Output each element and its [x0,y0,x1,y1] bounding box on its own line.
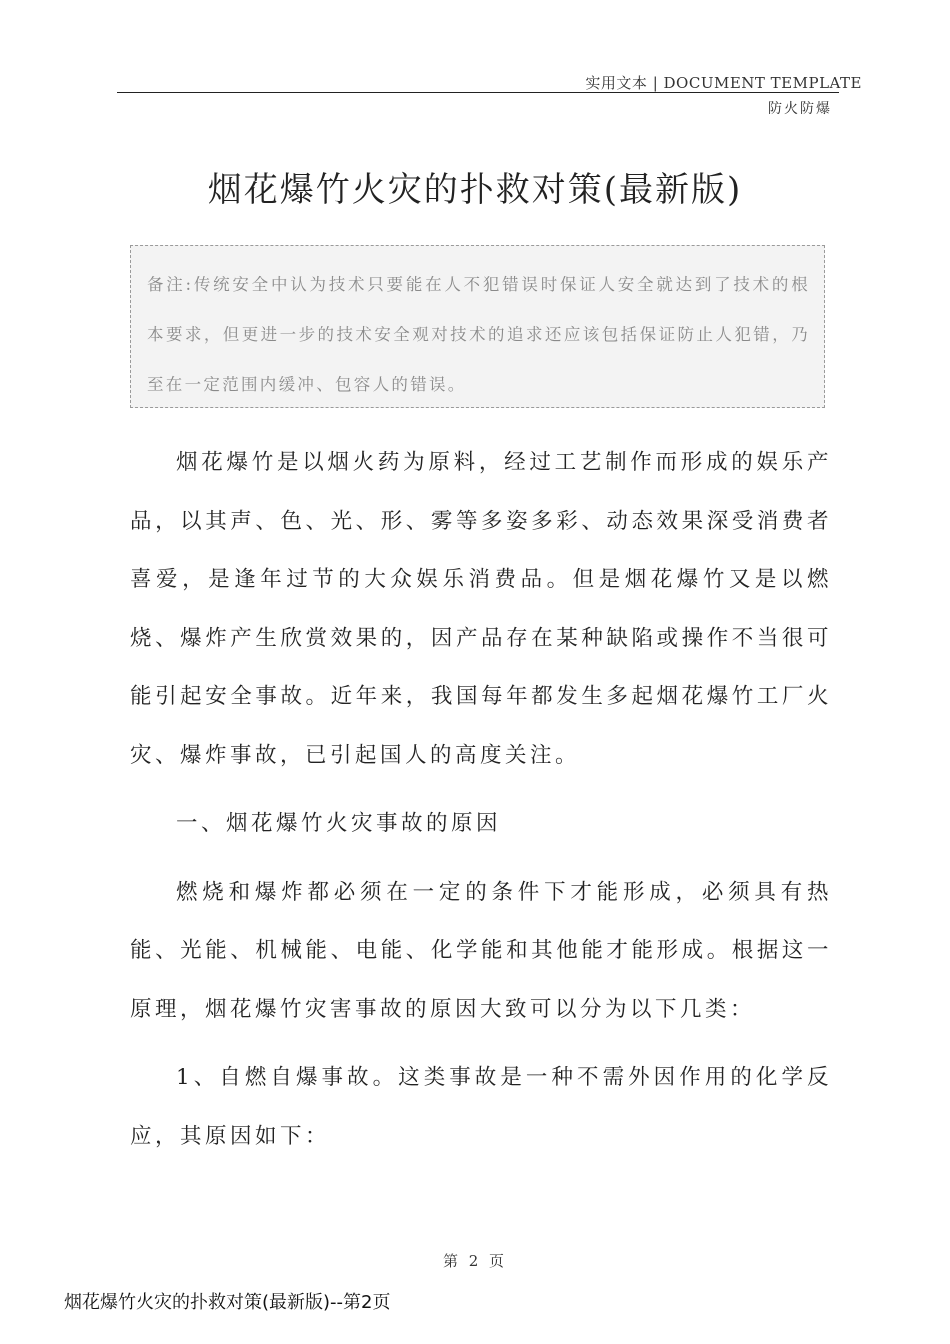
note-text: 备注:传统安全中认为技术只要能在人不犯错误时保证人安全就达到了技术的根本要求，但更进一步的技术安全观对技术的追求还应该包括保证防止人犯错，乃至在一定范围内缓冲、包容人的错误。 [147,275,810,394]
note-box [130,245,825,408]
body-paragraph: 烟花爆竹是以烟火药为原料，经过工艺制作而形成的娱乐产品，以其声、色、光、形、雾等多姿多彩、动态效果深受消费者喜爱，是逢年过节的大众娱乐消费品。但是烟花爆竹又是以燃烧、爆炸产生欣赏效果的，因产品存在某种缺陷或操作不当很可能引起安全事故。近年来，我国每年都发生多起烟花爆竹工厂火灾、爆炸事故，已引起国人的高度关注。 [130,450,832,768]
body-paragraph: 1、自燃自爆事故。这类事故是一种不需外因作用的化学反应，其原因如下： [130,1065,832,1149]
page-number: 第 2 页 [442,1252,508,1270]
body-paragraph: 燃烧和爆炸都必须在一定的条件下才能形成，必须具有热能、光能、机械能、电能、化学能和其他能才能形成。根据这一原理，烟花爆竹灾害事故的原因大致可以分为以下几类： [130,879,832,1022]
section-heading: 一、烟花爆竹火灾事故的原因 [176,811,502,836]
header-category-label: 防火防爆 [768,101,832,117]
document-title: 烟花爆竹火灾的扑救对策(最新版) [207,170,743,210]
header-template-label: 实用文本 | DOCUMENT TEMPLATE [585,74,862,92]
document-body [130,434,832,1176]
header-divider [117,92,839,93]
footer-document-label: 烟花爆竹火灾的扑救对策(最新版)--第2页 [64,1292,391,1313]
